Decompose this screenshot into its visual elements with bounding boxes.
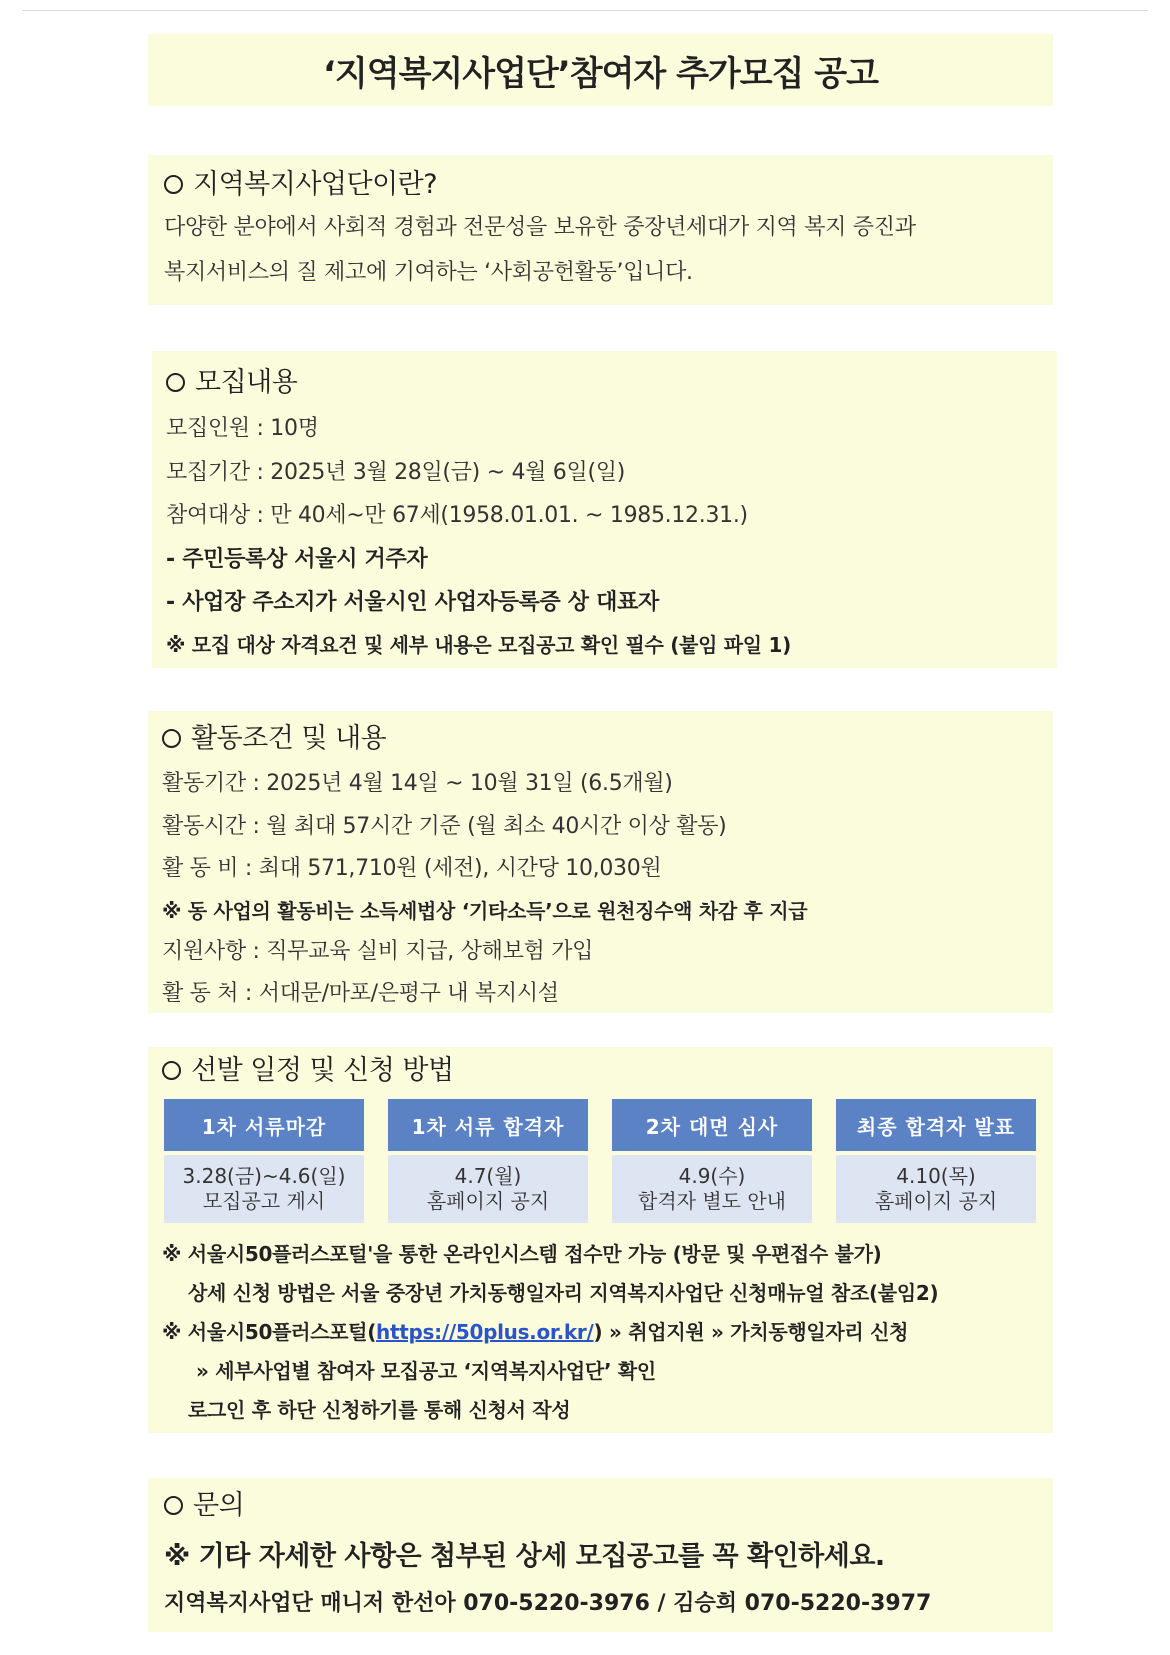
recruit-note: ※ 모집 대상 자격요건 및 세부 내용은 모집공고 확인 필수 (붙임 파일 1) [166, 633, 791, 658]
step-detail [836, 1155, 1036, 1223]
intro-section [148, 155, 1053, 305]
intro-heading [164, 169, 1053, 201]
inquiry-contact: 지역복지사업단 매니저 한선아 070-5220-3976 / 김승희 070-5220-3977 [164, 1591, 932, 1617]
portal-prefix: ※ 서울시50플러스포털( [162, 1320, 377, 1345]
circle-bullet-icon [162, 729, 181, 748]
recruit-section [152, 351, 1057, 668]
recruit-target: 참여대상 : 만 40세~만 67세(1958.01.01. ~ 1985.12.31.) [166, 503, 748, 529]
step-interview [612, 1099, 812, 1223]
step-note: 합격자 별도 안내 [638, 1189, 786, 1214]
recruit-condition-1: - 주민등록상 서울시 거주자 [166, 546, 428, 572]
circle-bullet-icon [162, 1061, 181, 1080]
activity-heading-text: 활동조건 및 내용 [191, 723, 387, 754]
step-detail [164, 1155, 364, 1223]
step-title: 2차 대면 심사 [612, 1099, 812, 1151]
schedule-heading [162, 1055, 1053, 1087]
intro-heading-text: 지역복지사업단이란? [193, 169, 438, 200]
schedule-steps [162, 1099, 1053, 1227]
title-banner [148, 34, 1053, 106]
step-detail [388, 1155, 588, 1223]
step-note: 모집공고 게시 [202, 1189, 326, 1214]
schedule-heading-text: 선발 일정 및 신청 방법 [191, 1055, 454, 1086]
activity-pay: 활 동 비 : 최대 571,710원 (세전), 시간당 10,030원 [162, 856, 662, 882]
activity-hours: 활동시간 : 월 최대 57시간 기준 (월 최소 40시간 이상 활동) [162, 813, 727, 839]
activity-heading [162, 723, 1053, 755]
step-date: 4.10(목) [896, 1164, 976, 1189]
portal-link[interactable]: https://50plus.or.kr/ [376, 1320, 594, 1345]
page-title: ‘지역복지사업단’참여자 추가모집 공고 [322, 53, 878, 94]
inquiry-heading [164, 1490, 1053, 1522]
circle-bullet-icon [166, 373, 185, 392]
schedule-section [148, 1047, 1053, 1433]
activity-place: 활 동 처 : 서대문/마포/은평구 내 복지시설 [162, 980, 559, 1006]
intro-line-1: 다양한 분야에서 사회적 경험과 전문성을 보유한 중장년세대가 지역 복지 증진과 [164, 215, 916, 241]
step-note: 홈페이지 공지 [426, 1189, 550, 1214]
inquiry-notice: ※ 기타 자세한 사항은 첨부된 상세 모집공고를 꼭 확인하세요. [164, 1541, 885, 1573]
step-title: 1차 서류마감 [164, 1099, 364, 1151]
portal-suffix: ) » 취업지원 » 가치동행일자리 신청 [593, 1320, 909, 1345]
step-detail [612, 1155, 812, 1223]
step-title: 최종 합격자 발표 [836, 1099, 1036, 1151]
inquiry-section [148, 1478, 1053, 1632]
schedule-note-online-only: ※ 서울시50플러스포털'을 통한 온라인시스템 접수만 가능 (방문 및 우편접수 불가) [162, 1242, 882, 1267]
step-final-announcement [836, 1099, 1036, 1223]
schedule-note-path: » 세부사업별 참여자 모집공고 ‘지역복지사업단’ 확인 [196, 1359, 656, 1384]
step-date: 4.9(수) [678, 1164, 746, 1189]
activity-tax-note: ※ 동 사업의 활동비는 소득세법상 ‘기타소득’으로 원천징수액 차감 후 지급 [162, 898, 808, 923]
step-title: 1차 서류 합격자 [388, 1099, 588, 1151]
schedule-note-manual: 상세 신청 방법은 서울 중장년 가치동행일자리 지역복지사업단 신청매뉴얼 참조(붙임2) [188, 1281, 939, 1306]
schedule-note-portal [162, 1320, 1053, 1344]
circle-bullet-icon [164, 175, 183, 194]
top-divider [22, 10, 1148, 11]
step-date: 4.7(월) [454, 1164, 522, 1189]
step-document-deadline [164, 1099, 364, 1223]
recruit-headcount: 모집인원 : 10명 [166, 416, 319, 442]
recruit-heading [166, 367, 1057, 399]
recruit-period: 모집기간 : 2025년 3월 28일(금) ~ 4월 6일(일) [166, 459, 625, 485]
recruit-condition-2: - 사업장 주소지가 서울시인 사업자등록증 상 대표자 [166, 589, 659, 615]
schedule-note-login: 로그인 후 하단 신청하기를 통해 신청서 작성 [188, 1398, 571, 1423]
activity-support: 지원사항 : 직무교육 실비 지급, 상해보험 가입 [162, 938, 594, 964]
step-date: 3.28(금)~4.6(일) [182, 1164, 346, 1189]
step-document-pass [388, 1099, 588, 1223]
intro-line-2: 복지서비스의 질 제고에 기여하는 ‘사회공헌활동’입니다. [164, 259, 693, 285]
circle-bullet-icon [164, 1496, 183, 1515]
step-note: 홈페이지 공지 [874, 1189, 998, 1214]
recruit-heading-text: 모집내용 [195, 367, 298, 398]
inquiry-heading-text: 문의 [193, 1490, 245, 1521]
activity-section [148, 711, 1053, 1013]
activity-period: 활동기간 : 2025년 4월 14일 ~ 10월 31일 (6.5개월) [162, 771, 673, 797]
